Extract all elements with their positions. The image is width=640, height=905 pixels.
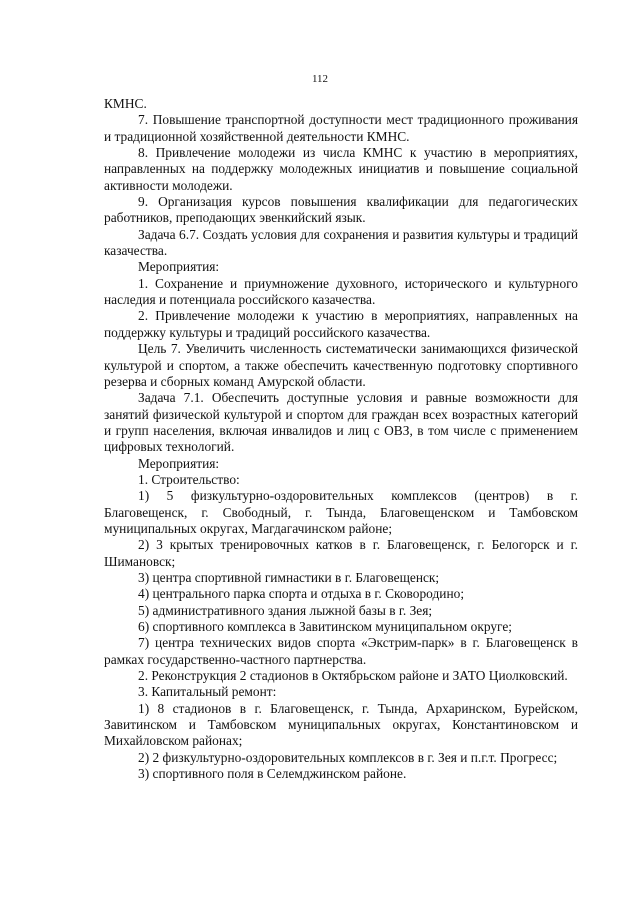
paragraph: 6) спортивного комплекса в Завитинском муниципальном округе; bbox=[138, 619, 513, 634]
paragraph: 2. Реконструкция 2 стадионов в Октябрьском районе и ЗАТО Циолковский. bbox=[138, 668, 568, 684]
paragraph: 3. Капитальный ремонт: bbox=[138, 684, 277, 700]
document-body bbox=[104, 96, 578, 782]
paragraph: 3) центра спортивной гимнастики в г. Благовещенск; bbox=[138, 569, 440, 585]
paragraph: 1. Сохранение и приумножение духовного, исторического и культурного наследия и потенциала российского казачества. bbox=[104, 275, 578, 308]
paragraph: 7. Повышение транспортной доступности мест традиционного проживания и традиционной хозяйственной деятельности КМНС. bbox=[104, 112, 578, 144]
paragraph: 8. Привлечение молодежи из числа КМНС к участию в мероприятиях, направленных на поддержку молодежных инициатив и повышение социальной активности молодежи. bbox=[104, 145, 578, 193]
paragraph: 7) центра технических видов спорта «Экстрим-парк» в г. Благовещенск в рамках государственно-частного партнерства. bbox=[104, 635, 578, 667]
paragraph: 2) 3 крытых тренировочных катков в г. Благовещенск, г. Белогорск и г. Шимановск; bbox=[104, 537, 578, 569]
paragraph: 3) спортивного поля в Селемджинском районе. bbox=[138, 766, 407, 782]
paragraph: 5) административного здания лыжной базы в г. Зея; bbox=[138, 602, 433, 618]
paragraph: КМНС. bbox=[104, 96, 147, 111]
paragraph: Мероприятия: bbox=[138, 455, 220, 471]
paragraph: Цель 7. Увеличить численность систематически занимающихся физической культурой и спортом, а также обеспечить качественную подготовку спортивного резерва и сборных команд Амурской области. bbox=[104, 341, 578, 389]
paragraph: 2) 2 физкультурно-оздоровительных комплексов в г. Зея и п.г.т. Прогресс; bbox=[138, 749, 558, 765]
paragraph: 9. Организация курсов повышения квалификации для педагогических работников, преподающих эвенкийский язык. bbox=[104, 194, 578, 226]
page-number: 112 bbox=[311, 73, 329, 85]
paragraph: 1) 5 физкультурно-оздоровительных комплексов (центров) в г. Благовещенск, г. Свободный, г. Тында, Благовещенском и Тамбовском муниципальных округах, Магдагачинском районе; bbox=[104, 488, 578, 536]
paragraph: Задача 7.1. Обеспечить доступные условия и равные возможности для занятий физической культурой и спортом для граждан всех возрастных категорий и групп населения, включая инвалидов и лиц с ОВЗ, в том числе с применением цифровых технологий. bbox=[104, 390, 578, 455]
paragraph: Мероприятия: bbox=[138, 259, 220, 275]
paragraph: 1) 8 стадионов в г. Благовещенск, г. Тында, Архаринском, Бурейском, Завитинском и Тамбовском муниципальных округах, Константиновском и Михайловском районах; bbox=[104, 700, 578, 749]
paragraph: Задача 6.7. Создать условия для сохранения и развития культуры и традиций казачества. bbox=[104, 226, 578, 259]
paragraph: 2. Привлечение молодежи к участию в мероприятиях, направленных на поддержку культуры и традиций российского казачества. bbox=[104, 308, 578, 340]
paragraph: 1. Строительство: bbox=[138, 471, 240, 487]
paragraph: 4) центрального парка спорта и отдыха в г. Сковородино; bbox=[138, 586, 465, 602]
